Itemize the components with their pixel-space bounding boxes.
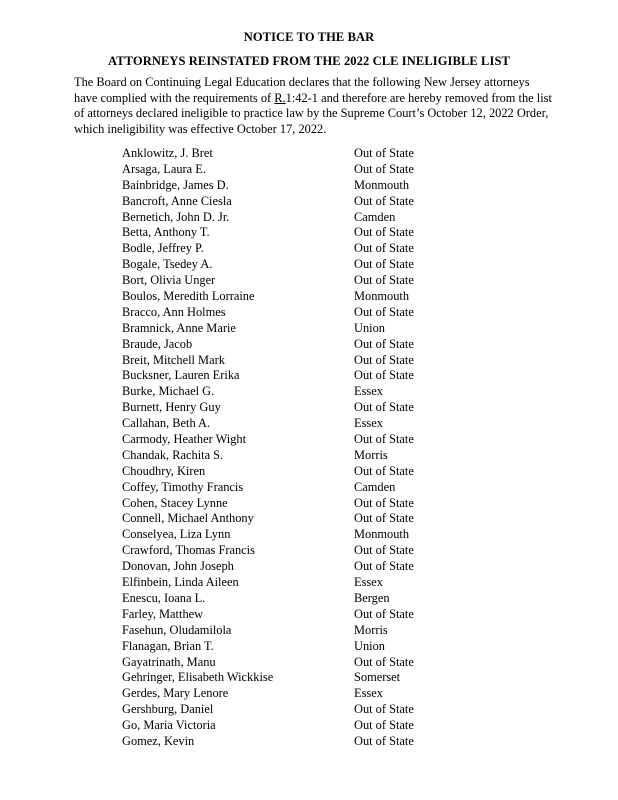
attorney-list xyxy=(0,146,618,750)
attorney-name: Cohen, Stacey Lynne xyxy=(122,495,228,510)
attorney-name: Gehringer, Elisabeth Wickkise xyxy=(122,670,274,685)
attorney-row xyxy=(0,607,618,623)
attorney-row xyxy=(0,527,618,543)
attorney-name: Gomez, Kevin xyxy=(122,733,195,748)
attorney-row xyxy=(0,178,618,194)
attorney-name: Connell, Michael Anthony xyxy=(122,511,254,526)
attorney-county: Morris xyxy=(354,622,388,637)
attorney-county: Somerset xyxy=(354,670,401,685)
attorney-name: Braude, Jacob xyxy=(122,336,193,351)
attorney-row xyxy=(0,511,618,527)
attorney-name: Elfinbein, Linda Aileen xyxy=(122,575,239,590)
attorney-row xyxy=(0,718,618,734)
attorney-row xyxy=(0,337,618,353)
attorney-county: Monmouth xyxy=(354,289,410,304)
attorney-row xyxy=(0,480,618,496)
attorney-row xyxy=(0,289,618,305)
attorney-row xyxy=(0,559,618,575)
attorney-county: Out of State xyxy=(354,336,414,351)
attorney-row xyxy=(0,416,618,432)
attorney-name: Chandak, Rachita S. xyxy=(122,447,224,462)
attorney-county: Out of State xyxy=(354,559,414,574)
attorney-county: Out of State xyxy=(354,225,414,240)
attorney-row xyxy=(0,432,618,448)
attorney-name: Bracco, Ann Holmes xyxy=(122,304,226,319)
attorney-name: Carmody, Heather Wight xyxy=(122,432,247,447)
attorney-county: Out of State xyxy=(354,495,414,510)
attorney-row xyxy=(0,162,618,178)
attorney-county: Monmouth xyxy=(354,527,410,542)
intro-paragraph xyxy=(74,75,552,137)
attorney-name: Burnett, Henry Guy xyxy=(122,400,221,415)
attorney-name: Anklowitz, J. Bret xyxy=(122,146,213,160)
attorney-row xyxy=(0,353,618,369)
attorney-name: Callahan, Beth A. xyxy=(122,416,211,431)
attorney-name: Arsaga, Laura E. xyxy=(122,161,206,176)
attorney-row xyxy=(0,623,618,639)
attorney-county: Out of State xyxy=(354,463,414,478)
attorney-name: Bort, Olivia Unger xyxy=(122,273,216,288)
attorney-county: Out of State xyxy=(354,241,414,256)
attorney-county: Camden xyxy=(354,209,396,224)
page-subtitle: ATTORNEYS REINSTATED FROM THE 2022 CLE INELIGIBLE LIST xyxy=(108,54,510,68)
attorney-row xyxy=(0,686,618,702)
attorney-name: Bernetich, John D. Jr. xyxy=(122,209,230,224)
attorney-county: Out of State xyxy=(354,400,414,415)
attorney-county: Camden xyxy=(354,479,396,494)
attorney-row xyxy=(0,448,618,464)
attorney-row xyxy=(0,464,618,480)
attorney-name: Donovan, John Joseph xyxy=(122,559,234,574)
attorney-row xyxy=(0,368,618,384)
attorney-row xyxy=(0,194,618,210)
attorney-row xyxy=(0,639,618,655)
attorney-name: Betta, Anthony T. xyxy=(122,225,210,240)
attorney-row xyxy=(0,225,618,241)
attorney-name: Crawford, Thomas Francis xyxy=(122,543,255,558)
attorney-name: Go, Maria Victoria xyxy=(122,718,216,733)
attorney-name: Enescu, Ioana L. xyxy=(122,590,206,605)
attorney-row xyxy=(0,543,618,559)
attorney-county: Out of State xyxy=(354,702,414,717)
attorney-name: Bancroft, Anne Ciesla xyxy=(122,193,232,208)
attorney-county: Morris xyxy=(354,447,388,462)
attorney-name: Bucksner, Lauren Erika xyxy=(122,368,240,383)
attorney-name: Burke, Michael G. xyxy=(122,384,215,399)
attorney-county: Essex xyxy=(354,575,383,590)
attorney-name: Gershburg, Daniel xyxy=(122,702,214,717)
attorney-name: Breit, Mitchell Mark xyxy=(122,352,225,367)
attorney-county: Out of State xyxy=(354,654,414,669)
attorney-county: Out of State xyxy=(354,273,414,288)
intro-text-part1: The Board on Continuing Legal Education declares that the following New Jersey attorneys have complied with the requirements of xyxy=(74,75,530,105)
attorney-name: Farley, Matthew xyxy=(122,606,204,621)
attorney-name: Flanagan, Brian T. xyxy=(122,638,214,653)
attorney-row xyxy=(0,321,618,337)
attorney-row xyxy=(0,305,618,321)
attorney-county: Out of State xyxy=(354,146,414,160)
attorney-name: Bogale, Tsedey A. xyxy=(122,257,213,272)
attorney-county: Out of State xyxy=(354,193,414,208)
attorney-row xyxy=(0,210,618,226)
attorney-county: Out of State xyxy=(354,304,414,319)
attorney-county: Out of State xyxy=(354,543,414,558)
attorney-name: Conselyea, Liza Lynn xyxy=(122,527,231,542)
attorney-name: Gayatrinath, Manu xyxy=(122,654,216,669)
attorney-county: Out of State xyxy=(354,368,414,383)
attorney-county: Union xyxy=(354,638,385,653)
attorney-county: Essex xyxy=(354,416,383,431)
attorney-name: Bramnick, Anne Marie xyxy=(122,320,236,335)
intro-text-part2: 1:42-1 and therefore are hereby removed from the list of attorneys declared ineligible to practice law by the Supreme Court’s October 12, 2022 Order, which ineligibility was effective October 17, 2022. xyxy=(74,90,552,136)
attorney-county: Out of State xyxy=(354,606,414,621)
attorney-name: Coffey, Timothy Francis xyxy=(122,479,244,494)
attorney-row xyxy=(0,146,618,162)
attorney-row xyxy=(0,273,618,289)
attorney-county: Out of State xyxy=(354,511,414,526)
attorney-name: Choudhry, Kiren xyxy=(122,463,206,478)
attorney-county: Essex xyxy=(354,686,383,701)
attorney-county: Out of State xyxy=(354,432,414,447)
attorney-county: Out of State xyxy=(354,733,414,748)
attorney-name: Fasehun, Oludamilola xyxy=(122,622,232,637)
attorney-name: Bodle, Jeffrey P. xyxy=(122,241,204,256)
attorney-county: Out of State xyxy=(354,257,414,272)
attorney-row xyxy=(0,575,618,591)
attorney-row xyxy=(0,384,618,400)
attorney-row xyxy=(0,241,618,257)
attorney-row xyxy=(0,591,618,607)
attorney-row xyxy=(0,734,618,750)
attorney-name: Boulos, Meredith Lorraine xyxy=(122,289,255,304)
attorney-row xyxy=(0,702,618,718)
attorney-county: Out of State xyxy=(354,161,414,176)
attorney-name: Bainbridge, James D. xyxy=(122,177,229,192)
attorney-county: Essex xyxy=(354,384,383,399)
attorney-county: Out of State xyxy=(354,718,414,733)
page-title: NOTICE TO THE BAR xyxy=(243,30,375,44)
attorney-row xyxy=(0,670,618,686)
attorney-county: Monmouth xyxy=(354,177,410,192)
attorney-county: Union xyxy=(354,320,385,335)
attorney-row xyxy=(0,496,618,512)
attorney-name: Gerdes, Mary Lenore xyxy=(122,686,229,701)
attorney-row xyxy=(0,400,618,416)
attorney-row xyxy=(0,655,618,671)
rule-reference: R. xyxy=(274,90,286,105)
attorney-row xyxy=(0,257,618,273)
attorney-county: Bergen xyxy=(354,590,390,605)
attorney-county: Out of State xyxy=(354,352,414,367)
